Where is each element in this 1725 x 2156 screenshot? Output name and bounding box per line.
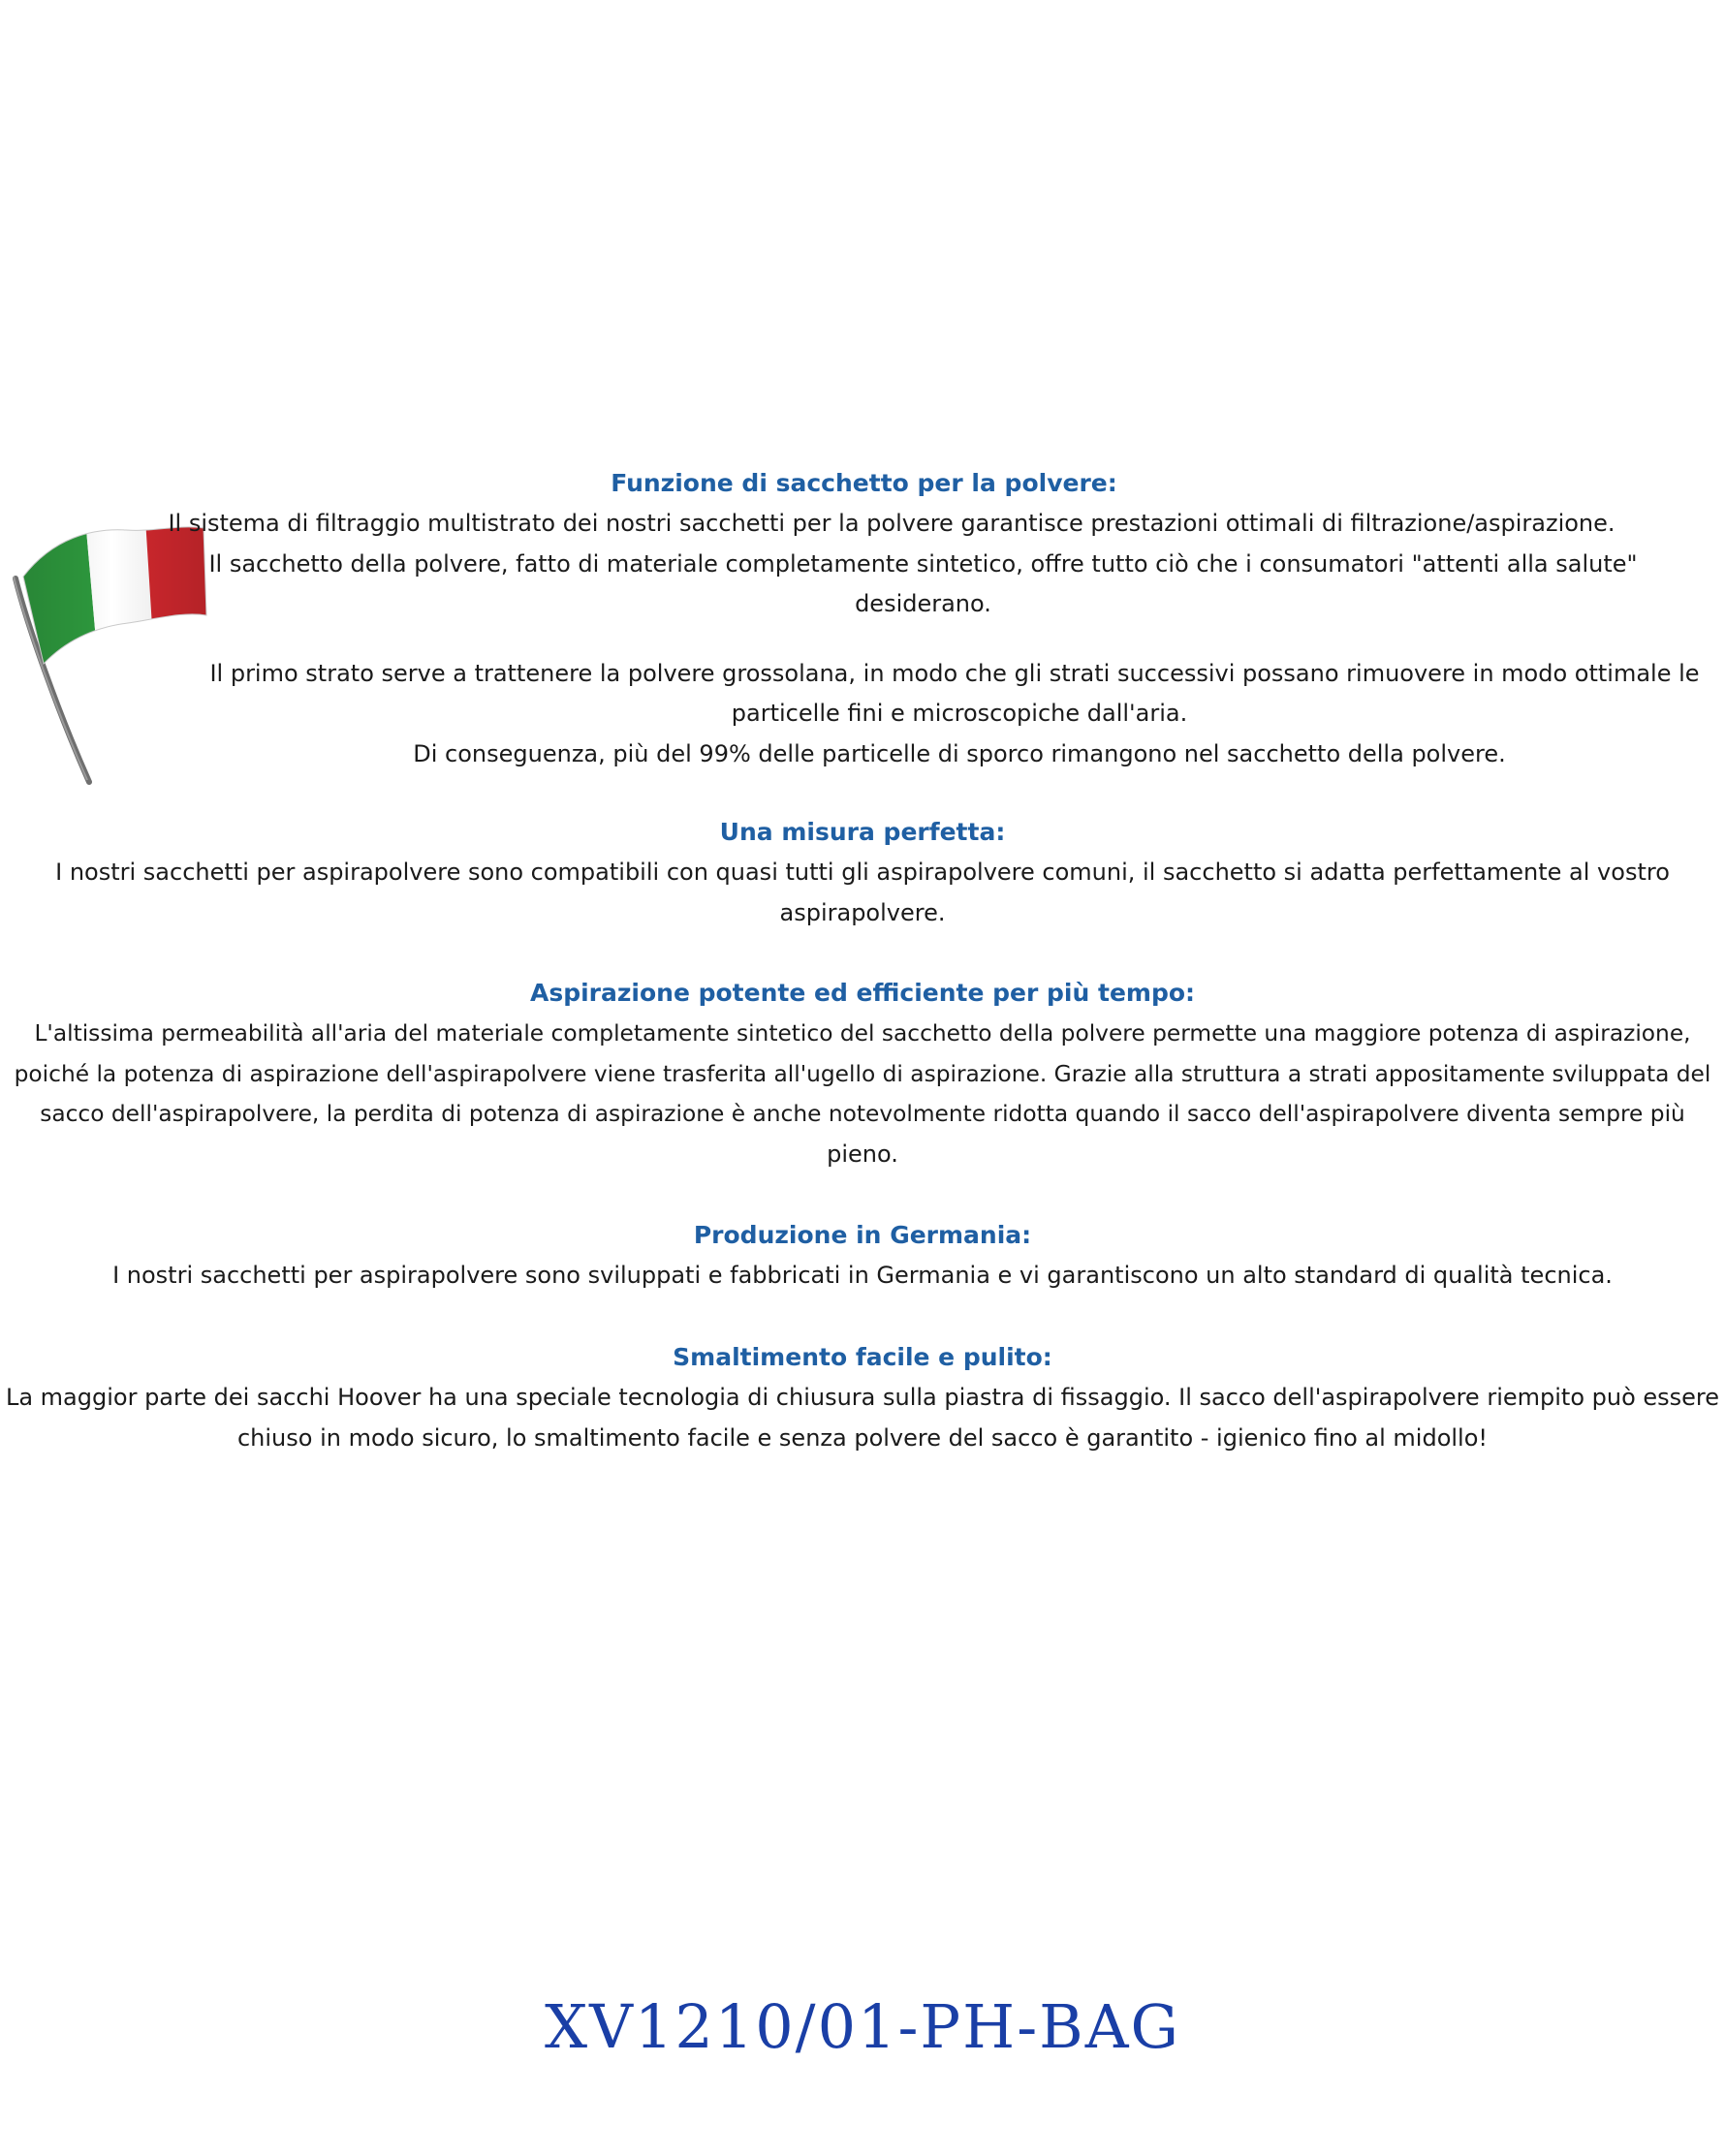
section-disposal — [0, 1337, 1725, 1458]
paragraph-line: L'altissima permeabilità all'aria del materiale completamente sintetico del sacchetto della polvere permette una maggiore potenza di aspirazione, — [34, 1020, 1691, 1047]
paragraph-line: aspirapolvere. — [779, 898, 946, 926]
paragraph-line: chiuso in modo sicuro, lo smaltimento facile e senza polvere del sacco è garantito - igienico fino al midollo! — [236, 1423, 1489, 1452]
paragraph-line: Il sistema di filtraggio multistrato dei nostri sacchetti per la polvere garantisce prestazioni ottimali di filtrazione/aspirazione. — [168, 510, 1615, 537]
product-sku: XV1210/01-PH-BAG — [544, 1991, 1181, 2062]
paragraph-line: pieno. — [827, 1140, 898, 1168]
section-heading: Produzione in Germania: — [693, 1221, 1032, 1249]
paragraph-line: I nostri sacchetti per aspirapolvere sono sviluppati e fabbricati in Germania e vi garantiscono un alto standard di qualità tecnica. — [112, 1262, 1613, 1289]
section-suction — [0, 973, 1725, 1174]
section-heading: Una misura perfetta: — [719, 818, 1006, 846]
paragraph-line: Il sacchetto della polvere, fatto di materiale completamente sintetico, offre tutto ciò che i consumatori "attenti alla salute" — [208, 549, 1638, 578]
section-fit — [0, 812, 1725, 933]
paragraph-line: sacco dell'aspirapolvere, la perdita di potenza di aspirazione è anche notevolmente ridotta quando il sacco dell'aspirapolvere diventa sempre più — [40, 1101, 1685, 1127]
paragraph-line: La maggior parte dei sacchi Hoover ha una speciale tecnologia di chiusura sulla piastra di fissaggio. Il sacco dell'aspirapolvere riempito può essere — [5, 1384, 1720, 1411]
section-heading: Aspirazione potente ed efficiente per più tempo: — [529, 979, 1196, 1007]
section-production — [0, 1215, 1725, 1297]
paragraph-line: particelle fini e microscopiche dall'aria. — [731, 700, 1188, 727]
section-heading: Funzione di sacchetto per la polvere: — [611, 469, 1117, 497]
section-function — [0, 463, 1725, 774]
paragraph-line: desiderano. — [855, 590, 991, 617]
paragraph-line: Il primo strato serve a trattenere la polvere grossolana, in modo che gli strati successivi possano rimuovere in modo ottimale le — [209, 659, 1700, 687]
paragraph-line: poiché la potenza di aspirazione dell'aspirapolvere viene trasferita all'ugello di aspirazione. Grazie alla struttura a strati appositamente sviluppata del — [14, 1060, 1711, 1087]
paragraph-line: Di conseguenza, più del 99% delle particelle di sporco rimangono nel sacchetto della polvere. — [413, 739, 1506, 767]
section-heading: Smaltimento facile e pulito: — [673, 1343, 1052, 1371]
paragraph-line: I nostri sacchetti per aspirapolvere sono compatibili con quasi tutti gli aspirapolvere comuni, il sacchetto si adatta perfettamente al vostro — [55, 859, 1670, 886]
